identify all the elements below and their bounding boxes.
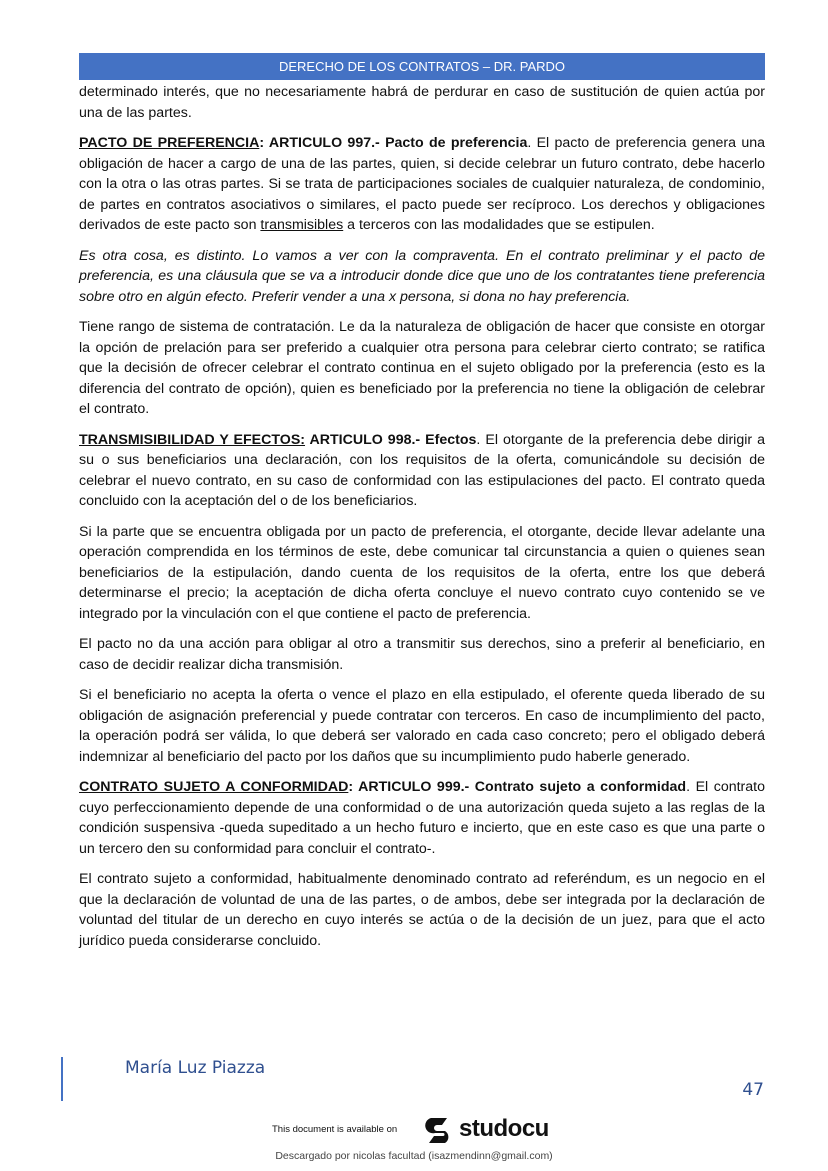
paragraph: Si la parte que se encuentra obligada por un pacto de preferencia, el otorgante, decide llevar adelante una operación comprendida en los términos de este, debe comunicar tal circunstancia a quien o quienes sean beneficiarios de la estipulación, dando cuenta de los requisitos de la oferta, entre los que deberá determinarse el precio; la aceptación de dicha oferta concluye el nuevo contrato cuyo contenido se ve integrado por la vinculación con el que contiene el pacto de preferencia. bbox=[79, 523, 765, 622]
paragraph: determinado interés, que no necesariamente habrá de perdurar en caso de sustitución de quien actúa por una de las partes. bbox=[79, 84, 765, 121]
article-text: . El pacto de preferencia genera una obligación de hacer a cargo de una de las partes, quien, si decide celebrar un futuro contrato, debe hacerlo con la otra o las otras partes. Si se trata de participaciones sociales de cualquier naturaleza, de condominio, de partes en contratos asociativos o similares, el pacto puede ser recíproco. Los derechos y obligaciones derivados de este pacto son bbox=[79, 135, 765, 233]
author-name: María Luz Piazza bbox=[125, 1058, 266, 1078]
paragraph: El pacto no da una acción para obligar al otro a transmitir sus derechos, sino a preferir al beneficiario, en caso de decidir realizar dicha transmisión. bbox=[79, 636, 765, 673]
underlined-term: transmisibles bbox=[260, 217, 344, 233]
download-notice: Descargado por nicolas facultad (isazmendinn@gmail.com) bbox=[275, 1150, 553, 1162]
availability-text: This document is available on bbox=[272, 1124, 398, 1135]
paragraph: El contrato sujeto a conformidad, habitualmente denominado contrato ad referéndum, es un negocio en el que la declaración de voluntad de una de las partes, o de ambos, debe ser integrada por la declaración de voluntad del titular de un derecho en cuyo interés se actúa o de la decisión de un juez, para que el acto jurídico pueda considerarse concluido. bbox=[79, 871, 765, 949]
paragraph-pacto-preferencia bbox=[79, 133, 765, 236]
section-heading: CONTRATO SUJETO A CONFORMIDAD bbox=[79, 779, 349, 795]
running-header: DERECHO DE LOS CONTRATOS – DR. PARDO bbox=[79, 53, 765, 80]
section-heading: PACTO DE PREFERENCIA bbox=[79, 135, 260, 151]
paragraph-contrato-conformidad bbox=[79, 777, 765, 859]
article-title: ARTICULO 997.- Pacto de preferencia bbox=[268, 135, 528, 151]
paragraph: Si el beneficiario no acepta la oferta o vence el plazo en ella estipulado, el oferente queda liberado de su obligación de asignación preferencial y puede contratar con terceros. En caso de incumplimiento del pacto, la operación podrá ser válida, lo que deberá ser valorado en cada caso concreto; pero el obligado deberá indemnizar al beneficiario del pacto por los daños que su incumplimiento pudo haberle generado. bbox=[79, 687, 765, 765]
section-heading: TRANSMISIBILIDAD Y EFECTOS: bbox=[79, 431, 306, 448]
page-number: 47 bbox=[742, 1080, 764, 1100]
article-title: ARTICULO 998.- Efectos bbox=[305, 431, 477, 448]
footer-divider bbox=[61, 1057, 63, 1101]
paragraph: Tiene rango de sistema de contratación. Le da la naturaleza de obligación de hacer que consiste en otorgar la opción de prelación para ser preferido a cualquier otra persona para celebrar cierto contrato; se ratifica que la decisión de ofrecer celebrar el contrato continua en el sujeto obligado por la preferencia (esto es la diferencia del contrato de opción), quien es beneficiado por la preferencia no tiene la obligación de celebrar el contrato. bbox=[79, 319, 765, 417]
article-title: ARTICULO 999.- Contrato sujeto a conformidad bbox=[358, 779, 687, 795]
article-text: . El contrato cuyo perfeccionamiento depende de una conformidad o de una autorización queda sujeto a las reglas de la condición suspensiva -queda supeditado a un hecho futuro e incierto, que en este caso es que una parte o un tercero den su conformidad para concluir el contrato-. bbox=[79, 779, 765, 857]
paragraph-italic-note: Es otra cosa, es distinto. Lo vamos a ver con la compraventa. En el contrato preliminar y el pacto de preferencia, es una cláusula que se va a introducir donde dice que uno de los contratantes tiene preferencia sobre otro en algún efecto. Preferir vender a una x persona, si dona no hay preferencia. bbox=[79, 247, 765, 305]
document-body bbox=[79, 82, 765, 961]
colon: : bbox=[348, 779, 359, 795]
article-text: a terceros con las modalidades que se estipulen. bbox=[343, 217, 655, 233]
paragraph-transmisibilidad bbox=[79, 430, 765, 512]
colon: : bbox=[259, 135, 269, 151]
studocu-brand: studocu bbox=[459, 1115, 549, 1142]
studocu-logo[interactable] bbox=[425, 1114, 549, 1144]
studocu-logo-icon bbox=[425, 1114, 455, 1144]
article-text: . El otorgante de la preferencia debe dirigir a su o sus beneficiarios una declaración, con los requisitos de la oferta, comunicándole su decisión de celebrar el nuevo contrato, en su caso de conformidad con las estipulaciones del pacto. El contrato queda concluido con la aceptación del o de los beneficiarios. bbox=[79, 431, 765, 509]
